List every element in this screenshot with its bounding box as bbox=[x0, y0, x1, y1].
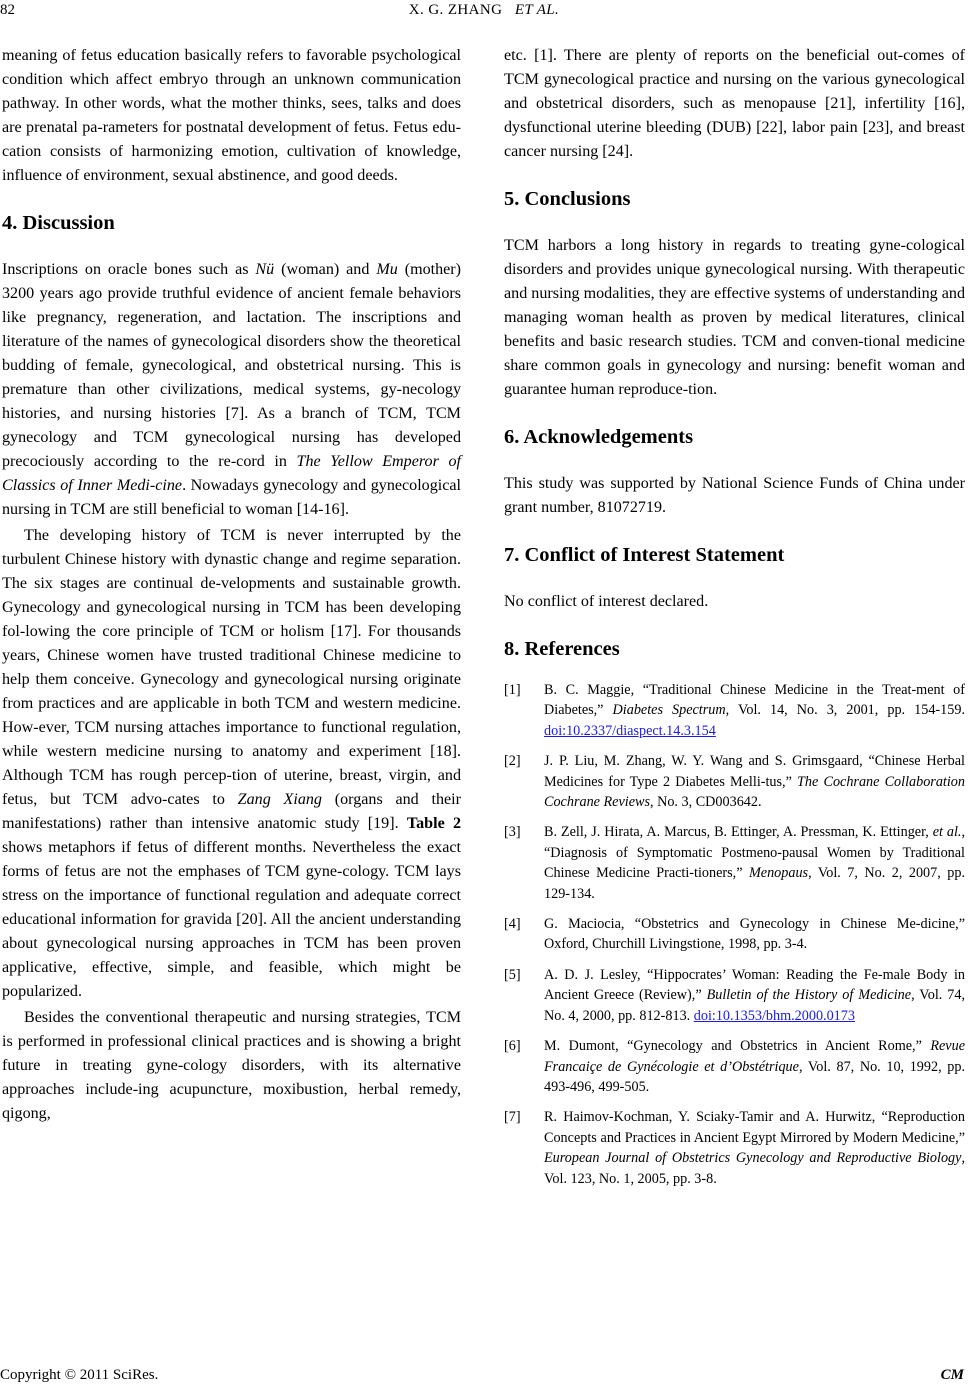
running-head-author: X. G. ZHANG bbox=[408, 2, 503, 18]
footer-copyright: Copyright © 2011 SciRes. bbox=[0, 1367, 159, 1383]
reference-item bbox=[504, 1107, 965, 1189]
term-mu: Mu bbox=[376, 261, 398, 278]
paragraph-conflict: No conflict of interest declared. bbox=[504, 593, 709, 610]
reference-number: [5] bbox=[504, 966, 521, 983]
paragraph-conventional-strategies: Besides the conventional therapeutic and nursing strategies, TCM is performed in professional clinical practices and is showing a bright future in treating gyne-cology disorders, with its alternative approaches include-ing acupuncture, moxibustion, herbal remedy, qigong, bbox=[2, 1009, 461, 1122]
doi-link[interactable]: doi:10.1353/bhm.2000.0173 bbox=[693, 1007, 855, 1024]
section-heading-acknowledgements: 6. Acknowledgements bbox=[504, 426, 694, 448]
reference-text: B. Zell, J. Hirata, A. Marcus, B. Ettinger, A. Pressman, K. Ettinger, et al., “Diagnosis of Symptomatic Postmeno-pausal Women by Traditional Chinese Medicine Practi-tioners,” Menopaus, Vol. 7, No. 2, 2007, pp. 129-134. bbox=[544, 824, 965, 902]
footer-journal: CM bbox=[940, 1367, 964, 1383]
paragraph-acknowledgements: This study was supported by National Science Funds of China under grant number, 81072719. bbox=[504, 475, 965, 516]
reference-text: M. Dumont, “Gynecology and Obstetrics in Ancient Rome,” Revue Francaiçe de Gynécologie et d’Obstétrique, Vol. 87, No. 10, 1992, pp. 493-496, 499-505. bbox=[544, 1038, 965, 1095]
reference-item bbox=[504, 822, 965, 904]
reference-text: A. D. J. Lesley, “Hippocrates’ Woman: Reading the Fe-male Body in Ancient Greece (Review),” Bulletin of the History of Medicine, Vol. 74, No. 4, 2000, pp. 812-813. doi:10.1353/bhm.2000.0173 bbox=[544, 966, 966, 1024]
section-heading-discussion: 4. Discussion bbox=[2, 212, 115, 234]
paragraph-fetus-education: meaning of fetus education basically refers to favorable psychological condition which affect embryo through an unknown communication pathway. In other words, what the mother thinks, sees, talks and does are prenatal pa-rameters for postnatal development of fetus. Fetus edu-cation consists of harmonizing emotion, cultivation of knowledge, influence of environment, sexual abstinence, and good deeds. bbox=[2, 47, 461, 184]
reference-text: R. Haimov-Kochman, Y. Sciaky-Tamir and A. Hurwitz, “Reproduction Concepts and Practices in Ancient Egypt Mirrored by Modern Medicine,” European Journal of Obstetrics Gynecology and Reproductive Biology, Vol. 123, No. 1, 2005, pp. 3-8. bbox=[544, 1109, 965, 1187]
paragraph-beneficial-outcomes: etc. [1]. There are plenty of reports on the beneficial out-comes of TCM gynecological practice and nursing on the various gynecological and obstetrical disorders, such as menopause [21], infertility [16], dysfunctional uterine bleeding (DUB) [22], labor pain [23], and breast cancer nursing [24]. bbox=[504, 47, 965, 160]
reference-number: [4] bbox=[504, 916, 521, 933]
book-title: The Yellow Emperor of Classics of Inner Medi-cine bbox=[2, 453, 461, 494]
reference-item bbox=[504, 965, 965, 1026]
section-heading-references: 8. References bbox=[504, 638, 620, 660]
reference-text: J. P. Liu, M. Zhang, W. Y. Wang and S. Grimsgaard, “Chinese Herbal Medicines for Type 2 Diabetes Melli-tus,” The Cochrane Collaboration Cochrane Reviews, No. 3, CD003642. bbox=[544, 753, 965, 811]
paragraph-conclusions: TCM harbors a long history in regards to treating gyne-cological disorders and provides unique gynecological nursing. With therapeutic and nursing modalities, they are effective systems of understanding and managing woman health as proven by medical literatures, clinical benefits and basic research studies. TCM and conven-tional medicine share common goals in gynecology and nursing: benefit woman and guarantee human reproduce-tion. bbox=[504, 237, 965, 398]
reference-number: [3] bbox=[504, 824, 521, 841]
reference-list bbox=[504, 680, 965, 1189]
reference-item bbox=[504, 751, 965, 812]
reference-text: G. Maciocia, “Obstetrics and Gynecology in Chinese Me-dicine,” Oxford, Churchill Livingstione, 1998, pp. 3-4. bbox=[544, 916, 965, 953]
reference-item bbox=[504, 914, 965, 955]
reference-number: [1] bbox=[504, 682, 521, 698]
page-number: 82 bbox=[0, 2, 15, 18]
reference-item bbox=[504, 680, 965, 741]
running-head bbox=[0, 2, 968, 19]
reference-text: B. C. Maggie, “Traditional Chinese Medicine in the Treat-ment of Diabetes,” Diabetes Spectrum, Vol. 14, No. 3, 2001, pp. 154-159. doi:10.2337/diaspect.14.3.154 bbox=[544, 682, 965, 739]
paragraph-history: The developing history of TCM is never interrupted by the turbulent Chinese history with dynastic change and regime separation. The six stages are continual de-velopments and sustainable growth. Gynecology and gynecological nursing in TCM has been developing fol-lowing the core principle of TCM or holism [17]. For thousands years, Chinese women have trusted traditional Chinese medicine to help them conceive. Gynecology and gynecological nursing originate from practices and are applicable in both TCM and western medicine. How-ever, TCM nursing attaches importance to functional regulation, while western medicine nursing to anatomy and experiment [18]. Although TCM has rough percep-tion of uterine, breast, virgin, and fetus, but TCM advo-cates to Zang Xiang (organs and their manifestations) rather than intensive anatomic study [19]. Table 2 shows metaphors if fetus of different months. Nevertheless the exact forms of fetus are not the emphases of TCM gyne-cology. TCM lays stress on the importance of functional regulation and adequate correct educational information for gravida [20]. All the ancient understanding about gynecological nursing approaches in TCM has been proven applicative, effective, simple, and feasible, which might be popularized. bbox=[2, 527, 461, 1000]
running-head-etal: ET AL. bbox=[514, 2, 560, 18]
doi-link[interactable]: doi:10.2337/diaspect.14.3.154 bbox=[544, 722, 716, 739]
page-header bbox=[0, 0, 968, 26]
reference-number: [7] bbox=[504, 1109, 521, 1126]
reference-item bbox=[504, 1036, 965, 1097]
section-heading-conclusions: 5. Conclusions bbox=[504, 188, 631, 210]
section-heading-conflict: 7. Conflict of Interest Statement bbox=[504, 544, 785, 566]
right-column bbox=[504, 44, 965, 1189]
reference-number: [2] bbox=[504, 753, 521, 770]
paragraph-oracle-bones: Inscriptions on oracle bones such as Nü (woman) and Mu (mother) 3200 years ago provide truthful evidence of ancient female behaviors like pregnancy, regeneration, and lactation. The inscriptions and literature of the names of gynecological disorders show the theoretical budding of female, gynecological, and obstetrical nursing. This is premature than other civilizations, medical systems, gy-necology histories, and nursing histories [7]. As a branch of TCM, TCM gynecology and TCM gynecological nursing has developed precociously according to the re-cord in The Yellow Emperor of Classics of Inner Medi-cine. Nowadays gynecology and gynecological nursing in TCM are still beneficial to woman [14-16]. bbox=[2, 261, 462, 518]
term-zang-xiang: Zang Xiang bbox=[237, 791, 322, 808]
reference-number: [6] bbox=[504, 1038, 521, 1055]
table-reference: Table 2 bbox=[406, 815, 461, 832]
term-nu: Nü bbox=[255, 261, 275, 278]
left-column bbox=[2, 44, 461, 1126]
